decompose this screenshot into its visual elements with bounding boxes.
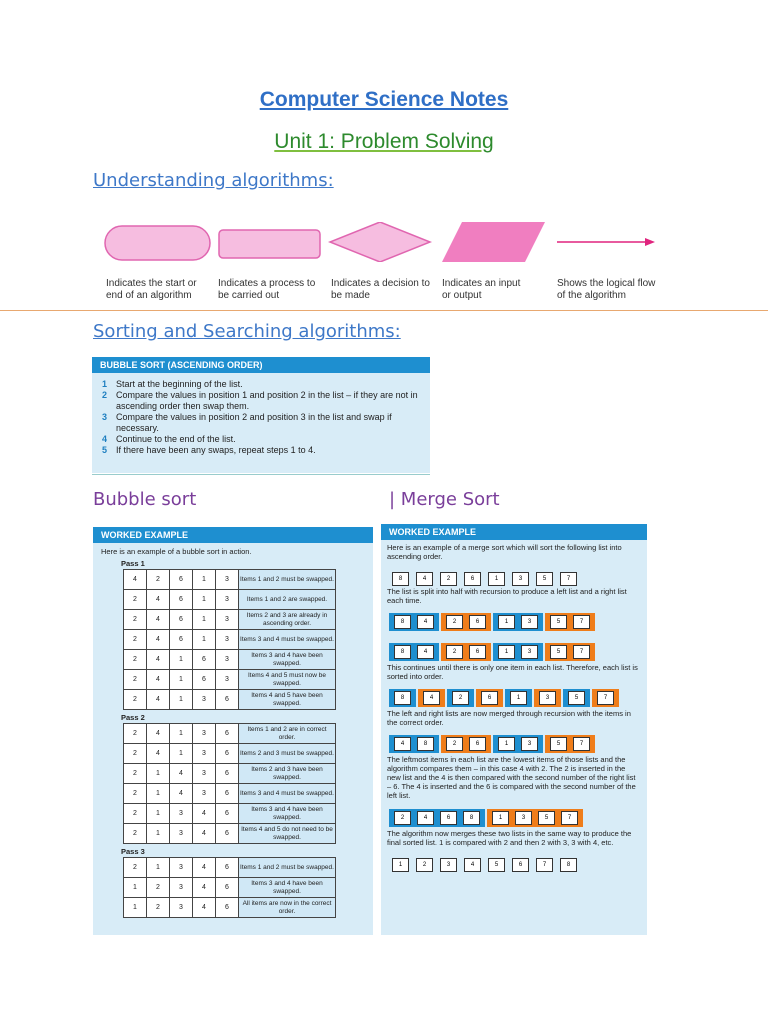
- step-number: 1: [102, 379, 108, 389]
- cell-value: 4: [170, 784, 193, 804]
- cell-value: 3: [170, 824, 193, 844]
- cell-value: 3: [193, 690, 216, 710]
- terminal-shape: [105, 226, 210, 260]
- cell-value: 2: [124, 744, 147, 764]
- bubble-sort-heading: Bubble sort: [93, 489, 197, 510]
- cell-value: 4: [147, 650, 170, 670]
- list-group: [493, 735, 543, 753]
- list-item: 7: [573, 645, 590, 659]
- cell-value: 6: [216, 724, 239, 744]
- list-item: 8: [463, 811, 480, 825]
- list-item: 6: [469, 615, 486, 629]
- merge-list-halves: [389, 806, 641, 826]
- list-item: 2: [394, 811, 411, 825]
- flowchart-shapes: [0, 222, 768, 262]
- cell-value: 3: [216, 670, 239, 690]
- cell-note: Items 4 and 5 do not need to be swapped.: [239, 824, 336, 844]
- list-item: 1: [498, 645, 515, 659]
- cell-value: 3: [193, 744, 216, 764]
- cell-value: 3: [170, 898, 193, 918]
- list-item: 2: [446, 615, 463, 629]
- table-row: [124, 690, 336, 710]
- cell-note: Items 1 and 2 must be swapped.: [239, 858, 336, 878]
- list-group: [534, 689, 561, 707]
- cell-note: All items are now in the correct order.: [239, 898, 336, 918]
- list-group: [389, 613, 439, 631]
- list-group: [563, 689, 590, 707]
- list-group: [389, 689, 416, 707]
- list-group: [441, 613, 491, 631]
- list-item: 8: [394, 691, 411, 705]
- list-group: [389, 735, 439, 753]
- list-item: 1: [510, 691, 527, 705]
- table-row: [124, 878, 336, 898]
- cell-value: 6: [170, 630, 193, 650]
- step-row: [102, 445, 420, 456]
- list-item: 1: [498, 615, 515, 629]
- cell-value: 2: [124, 650, 147, 670]
- list-item: 3: [440, 858, 457, 872]
- input-output-shape: [442, 222, 545, 262]
- cell-value: 6: [170, 610, 193, 630]
- cell-value: 1: [170, 744, 193, 764]
- merge-text-continue: This continues until there is only one item in each list. Therefore, each list is sorted into order.: [387, 663, 638, 681]
- list-group: [592, 689, 619, 707]
- step-text: Continue to the end of the list.: [116, 434, 236, 444]
- list-item: 7: [561, 811, 578, 825]
- pass-label: Pass 2: [121, 713, 145, 722]
- cell-value: 1: [147, 764, 170, 784]
- pass-table: [123, 569, 336, 710]
- list-group: [487, 809, 583, 827]
- list-item: 2: [446, 737, 463, 751]
- step-text: Compare the values in position 2 and position 3 in the list and swap if necessary.: [116, 412, 392, 433]
- cell-value: 3: [193, 784, 216, 804]
- bubble-worked-heading: WORKED EXAMPLE: [93, 527, 373, 543]
- cell-note: Items 3 and 4 have been swapped.: [239, 650, 336, 670]
- list-item: 4: [394, 737, 411, 751]
- merge-text-compare: The leftmost items in each list are the lowest items of those lists and the algorithm compares them – in this case 4 with 2. The 2 is inserted in the new list and the 4 is then compared with the second number of the right list – 6. The 4 is inserted and the 6 is compared with the second number of the left list.: [387, 755, 636, 800]
- list-item: 3: [539, 691, 556, 705]
- list-group: [545, 613, 595, 631]
- table-row: [124, 804, 336, 824]
- table-row: [124, 650, 336, 670]
- step-text: If there have been any swaps, repeat steps 1 to 4.: [116, 445, 316, 455]
- process-shape: [219, 230, 320, 258]
- cell-value: 4: [170, 764, 193, 784]
- list-item: 8: [394, 645, 411, 659]
- unit-subtitle: Unit 1: Problem Solving: [274, 130, 494, 153]
- list-group: [441, 643, 491, 661]
- list-item: 1: [488, 572, 505, 586]
- cell-value: 4: [124, 570, 147, 590]
- list-item: 6: [464, 572, 481, 586]
- shape-label-decision: Indicates a decision to be made: [331, 278, 430, 301]
- pass-label: Pass 3: [121, 847, 145, 856]
- cell-note: Items 2 and 3 must be swapped.: [239, 744, 336, 764]
- list-item: 8: [417, 737, 434, 751]
- cell-value: 3: [170, 878, 193, 898]
- cell-value: 6: [216, 764, 239, 784]
- cell-value: 6: [216, 690, 239, 710]
- list-item: 5: [550, 737, 567, 751]
- list-item: 7: [573, 615, 590, 629]
- cell-value: 4: [193, 804, 216, 824]
- cell-value: 3: [216, 570, 239, 590]
- list-group: [418, 689, 445, 707]
- table-row: [124, 610, 336, 630]
- cell-note: Items 3 and 4 must be swapped.: [239, 784, 336, 804]
- cell-value: 2: [124, 724, 147, 744]
- list-item: 2: [452, 691, 469, 705]
- list-group: [447, 689, 474, 707]
- cell-value: 3: [216, 590, 239, 610]
- cell-value: 3: [216, 610, 239, 630]
- cell-value: 6: [216, 824, 239, 844]
- cell-value: 1: [124, 878, 147, 898]
- table-row: [124, 824, 336, 844]
- section-heading-sorting: Sorting and Searching algorithms:: [93, 321, 401, 342]
- table-row: [124, 764, 336, 784]
- table-row: [124, 858, 336, 878]
- list-item: 7: [573, 737, 590, 751]
- merge-list-split-1: [389, 610, 641, 630]
- cell-value: 1: [193, 610, 216, 630]
- table-row: [124, 590, 336, 610]
- step-number: 4: [102, 434, 108, 444]
- list-item: 2: [416, 858, 433, 872]
- cell-note: Items 2 and 3 have been swapped.: [239, 764, 336, 784]
- merge-text-final: The algorithm now merges these two lists in the same way to produce the final sorted list. 1 is compared with 2 and then 2 with 3, 3 with 4, etc.: [387, 829, 632, 847]
- step-row: [102, 434, 420, 445]
- table-row: [124, 724, 336, 744]
- cell-note: Items 2 and 3 are already in ascending order.: [239, 610, 336, 630]
- list-item: 4: [417, 645, 434, 659]
- cell-value: 3: [216, 630, 239, 650]
- list-item: 6: [512, 858, 529, 872]
- cell-note: Items 1 and 2 are swapped.: [239, 590, 336, 610]
- list-item: 7: [560, 572, 577, 586]
- list-item: 5: [538, 811, 555, 825]
- list-item: 5: [488, 858, 505, 872]
- cell-value: 4: [147, 610, 170, 630]
- list-item: 3: [521, 645, 538, 659]
- shape-label-terminal: Indicates the start or end of an algorithm: [106, 278, 197, 301]
- bubble-sort-steps-box: [92, 357, 430, 473]
- list-item: 8: [394, 615, 411, 629]
- list-group: [389, 643, 439, 661]
- list-item: 6: [469, 645, 486, 659]
- section-divider: [0, 310, 768, 311]
- cell-value: 1: [170, 670, 193, 690]
- cell-note: Items 1 and 2 are in correct order.: [239, 724, 336, 744]
- table-row: [124, 670, 336, 690]
- shape-label-io: Indicates an input or output: [442, 278, 521, 301]
- cell-value: 3: [216, 650, 239, 670]
- merge-sort-heading: | Merge Sort: [389, 489, 500, 510]
- cell-value: 4: [147, 630, 170, 650]
- merge-intro: Here is an example of a merge sort which will sort the following list into ascending order.: [387, 543, 622, 561]
- cell-value: 2: [124, 804, 147, 824]
- cell-note: Items 1 and 2 must be swapped.: [239, 570, 336, 590]
- cell-value: 3: [193, 724, 216, 744]
- cell-value: 1: [193, 590, 216, 610]
- list-group: [389, 809, 485, 827]
- cell-value: 6: [216, 744, 239, 764]
- step-number: 3: [102, 412, 108, 422]
- list-group: [493, 643, 543, 661]
- cell-value: 3: [170, 858, 193, 878]
- cell-value: 2: [124, 858, 147, 878]
- cell-value: 2: [124, 630, 147, 650]
- cell-value: 4: [193, 858, 216, 878]
- pass-table: [123, 857, 336, 918]
- cell-value: 1: [170, 724, 193, 744]
- cell-value: 1: [147, 858, 170, 878]
- step-text: Start at the beginning of the list.: [116, 379, 243, 389]
- merge-list-pairs: [389, 732, 641, 752]
- cell-note: Items 3 and 4 have been swapped.: [239, 804, 336, 824]
- pass-table: [123, 723, 336, 844]
- cell-note: Items 4 and 5 must now be swapped.: [239, 670, 336, 690]
- list-group: [545, 643, 595, 661]
- cell-value: 1: [193, 630, 216, 650]
- merge-worked-example: [381, 524, 647, 935]
- list-item: 1: [492, 811, 509, 825]
- bubble-worked-example: [93, 527, 373, 935]
- list-item: 8: [392, 572, 409, 586]
- cell-value: 2: [124, 670, 147, 690]
- cell-value: 4: [193, 898, 216, 918]
- list-item: 4: [464, 858, 481, 872]
- step-text: Compare the values in position 1 and position 2 in the list – if they are not in ascending order then swap them.: [116, 390, 418, 411]
- bubble-sort-steps-heading: BUBBLE SORT (ASCENDING ORDER): [92, 357, 430, 373]
- list-item: 7: [536, 858, 553, 872]
- list-item: 4: [417, 811, 434, 825]
- pass-label: Pass 1: [121, 559, 145, 568]
- cell-note: Items 3 and 4 must be swapped.: [239, 630, 336, 650]
- bubble-passes: [93, 559, 373, 918]
- step-number: 2: [102, 390, 108, 400]
- cell-value: 3: [193, 764, 216, 784]
- decision-shape: [330, 222, 430, 262]
- cell-value: 1: [170, 650, 193, 670]
- cell-value: 1: [147, 824, 170, 844]
- cell-value: 4: [193, 824, 216, 844]
- step-row: [102, 390, 420, 412]
- cell-value: 1: [193, 570, 216, 590]
- cell-value: 6: [170, 570, 193, 590]
- list-item: 6: [481, 691, 498, 705]
- step-number: 5: [102, 445, 108, 455]
- list-item: 3: [512, 572, 529, 586]
- section-heading-algorithms: Understanding algorithms:: [93, 170, 334, 191]
- table-row: [124, 898, 336, 918]
- list-item: 6: [440, 811, 457, 825]
- shape-label-process: Indicates a process to be carried out: [218, 278, 316, 301]
- cell-value: 2: [124, 690, 147, 710]
- cell-value: 4: [147, 724, 170, 744]
- cell-note: Items 3 and 4 have been swapped.: [239, 878, 336, 898]
- bubble-worked-intro: Here is an example of a bubble sort in action.: [101, 547, 252, 556]
- list-item: 6: [469, 737, 486, 751]
- step-row: [102, 379, 420, 390]
- page-title: Computer Science Notes: [259, 88, 509, 111]
- table-row: [124, 570, 336, 590]
- step-row: [102, 412, 420, 434]
- cell-value: 6: [216, 858, 239, 878]
- list-item: 2: [440, 572, 457, 586]
- cell-value: 6: [216, 804, 239, 824]
- list-item: 5: [550, 645, 567, 659]
- steps-box-underline: [92, 474, 430, 475]
- flow-arrow-head: [645, 238, 655, 246]
- cell-value: 1: [147, 804, 170, 824]
- merge-list-split-2: [389, 640, 641, 660]
- cell-value: 2: [124, 784, 147, 804]
- table-row: [124, 630, 336, 650]
- list-item: 5: [550, 615, 567, 629]
- cell-value: 4: [147, 590, 170, 610]
- cell-value: 6: [193, 650, 216, 670]
- cell-note: Items 4 and 5 have been swapped.: [239, 690, 336, 710]
- list-group: [545, 735, 595, 753]
- list-group: [441, 735, 491, 753]
- merge-worked-heading: WORKED EXAMPLE: [381, 524, 647, 540]
- list-item: 4: [423, 691, 440, 705]
- merge-list-final: [392, 853, 641, 869]
- cell-value: 6: [170, 590, 193, 610]
- list-item: 3: [515, 811, 532, 825]
- cell-value: 4: [147, 690, 170, 710]
- cell-value: 6: [216, 784, 239, 804]
- cell-value: 2: [124, 590, 147, 610]
- list-item: 5: [536, 572, 553, 586]
- cell-value: 3: [170, 804, 193, 824]
- cell-value: 4: [147, 670, 170, 690]
- cell-value: 6: [216, 878, 239, 898]
- list-item: 3: [521, 615, 538, 629]
- shape-label-arrow: Shows the logical flow of the algorithm: [557, 278, 656, 301]
- list-group: [493, 613, 543, 631]
- list-item: 2: [446, 645, 463, 659]
- cell-value: 2: [124, 764, 147, 784]
- list-item: 4: [416, 572, 433, 586]
- list-item: 7: [597, 691, 614, 705]
- bubble-sort-steps-list: [92, 373, 430, 456]
- list-item: 1: [392, 858, 409, 872]
- merge-list-initial: [392, 567, 641, 583]
- cell-value: 1: [124, 898, 147, 918]
- list-item: 5: [568, 691, 585, 705]
- cell-value: 2: [147, 570, 170, 590]
- list-item: 4: [417, 615, 434, 629]
- list-group: [476, 689, 503, 707]
- merge-list-singles: [389, 686, 641, 706]
- list-item: 1: [498, 737, 515, 751]
- list-item: 3: [521, 737, 538, 751]
- cell-value: 6: [216, 898, 239, 918]
- cell-value: 1: [170, 690, 193, 710]
- merge-text-merge: The left and right lists are now merged through recursion with the items in the correct order.: [387, 709, 631, 727]
- list-item: 8: [560, 858, 577, 872]
- cell-value: 6: [193, 670, 216, 690]
- cell-value: 2: [124, 824, 147, 844]
- cell-value: 4: [193, 878, 216, 898]
- list-group: [505, 689, 532, 707]
- cell-value: 1: [147, 784, 170, 804]
- table-row: [124, 744, 336, 764]
- table-row: [124, 784, 336, 804]
- cell-value: 2: [147, 878, 170, 898]
- cell-value: 2: [147, 898, 170, 918]
- merge-text-split: The list is split into half with recursion to produce a left list and a right list each time.: [387, 587, 627, 605]
- cell-value: 4: [147, 744, 170, 764]
- cell-value: 2: [124, 610, 147, 630]
